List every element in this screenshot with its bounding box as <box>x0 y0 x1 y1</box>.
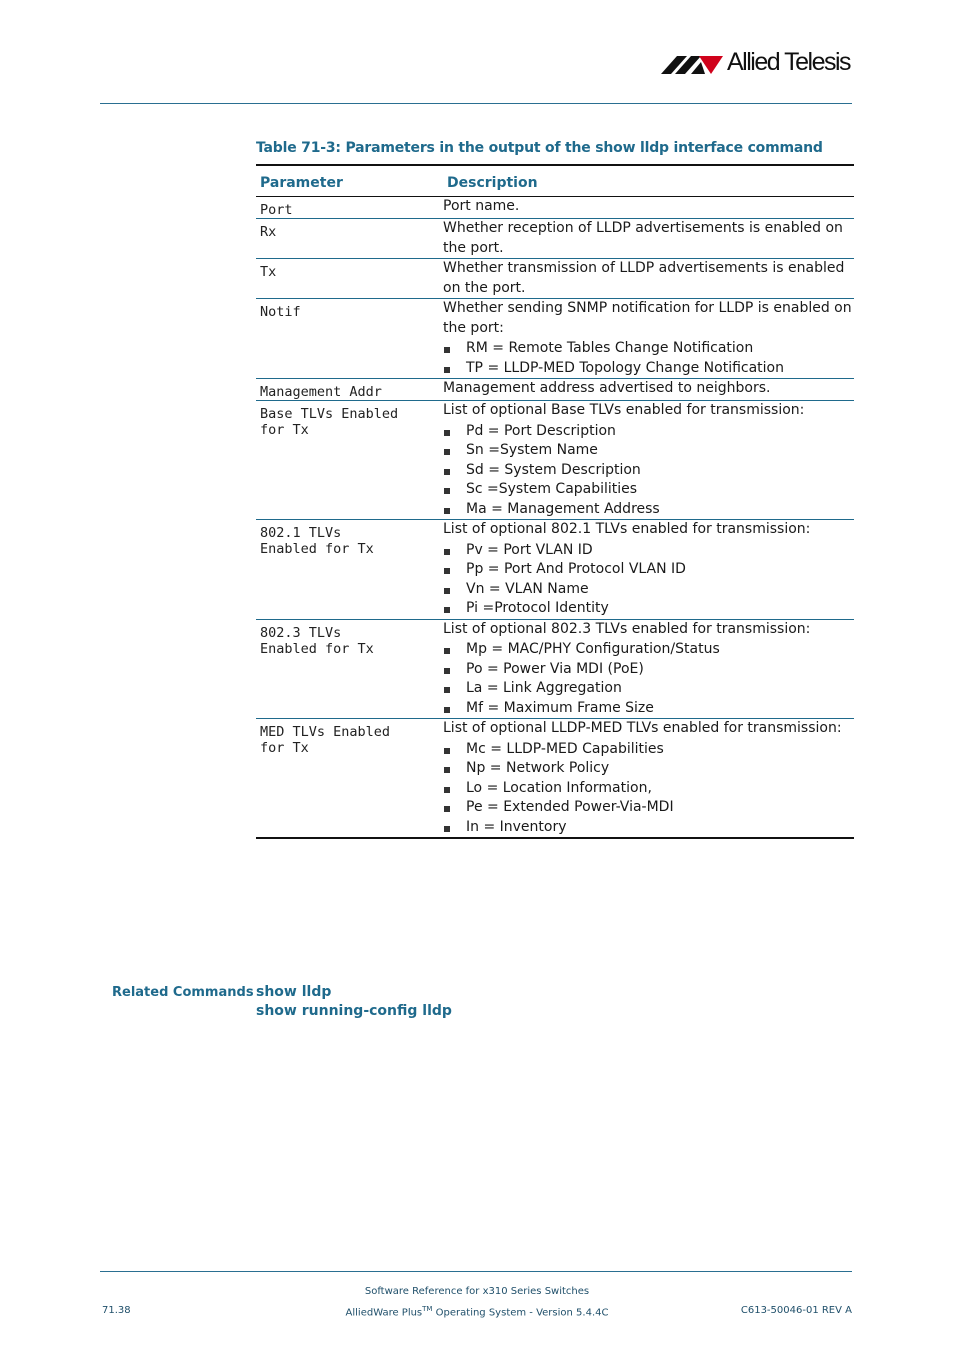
allied-telesis-logo <box>661 50 856 80</box>
square-bullet-icon <box>444 449 450 455</box>
description-cell <box>443 619 854 719</box>
bullet-text: Mp = MAC/PHY Configuration/Status <box>466 641 720 657</box>
bullet-item <box>443 660 854 680</box>
square-bullet-icon <box>444 668 450 674</box>
square-bullet-icon <box>444 508 450 514</box>
table-header-row <box>256 165 854 197</box>
bullet-text: Pv = Port VLAN ID <box>466 541 593 558</box>
footer-title: Software Reference for x310 Series Switches <box>364 1286 590 1297</box>
table-row <box>256 619 854 719</box>
square-bullet-icon <box>444 707 450 713</box>
square-bullet-icon <box>444 488 450 494</box>
description-text: Whether sending SNMP notification for LLDP is enabled on the port: <box>443 300 852 336</box>
link-show-running-config-lldp[interactable]: show running-config lldp <box>256 1003 452 1019</box>
description-cell <box>443 520 854 620</box>
footer-divider <box>100 1271 852 1272</box>
bullet-text: Mc = LLDP-MED Capabilities <box>466 740 664 757</box>
bullet-item <box>443 779 854 799</box>
bullet-text: Pp = Port And Protocol VLAN ID <box>466 561 686 577</box>
bullet-item <box>443 740 854 760</box>
description-text: List of optional 802.1 TLVs enabled for transmission: <box>443 521 811 537</box>
bullet-item <box>443 798 854 818</box>
bullet-text: Lo = Location Information, <box>466 779 652 796</box>
bullet-item <box>443 759 854 779</box>
table-row <box>256 259 854 299</box>
parameter-cell <box>256 219 443 259</box>
bullet-text: Pe = Extended Power-Via-MDI <box>466 799 674 815</box>
table-row <box>256 379 854 401</box>
column-header-description: Description <box>443 165 854 197</box>
bullet-text: Np = Network Policy <box>466 760 610 776</box>
description-bullet-list <box>443 640 854 718</box>
square-bullet-icon <box>444 347 450 353</box>
bullet-item <box>443 480 854 500</box>
parameter-cell <box>256 520 443 620</box>
parameter-name: MED TLVs Enabled for Tx <box>260 724 391 756</box>
description-bullet-list <box>443 422 854 520</box>
link-show-lldp[interactable]: show lldp <box>256 984 332 1000</box>
square-bullet-icon <box>444 787 450 793</box>
description-text: Management address advertised to neighbors. <box>443 380 771 396</box>
parameter-cell <box>256 401 443 520</box>
bullet-item <box>443 679 854 699</box>
parameter-cell <box>256 379 443 401</box>
description-cell <box>443 379 854 401</box>
allied-telesis-logo-mark-icon <box>661 52 725 78</box>
table-row <box>256 520 854 620</box>
parameter-cell <box>256 197 443 219</box>
page-number: 71.38 <box>102 1305 131 1316</box>
bullet-item <box>443 339 854 359</box>
parameter-name: 802.3 TLVs Enabled for Tx <box>260 624 374 657</box>
logo-wordmark: Allied Telesis <box>727 48 851 76</box>
table-title: Table 71-3: Parameters in the output of the show lldp interface command <box>256 140 823 156</box>
table-row <box>256 719 854 839</box>
description-cell <box>443 197 854 219</box>
bullet-text: Po = Power Via MDI (PoE) <box>466 660 644 677</box>
bullet-text: Pi =Protocol Identity <box>466 600 609 616</box>
parameter-name: Port <box>260 202 293 218</box>
parameter-cell <box>256 619 443 719</box>
square-bullet-icon <box>444 687 450 693</box>
description-bullet-list <box>443 541 854 619</box>
bullet-text: Sn =System Name <box>466 442 598 458</box>
square-bullet-icon <box>444 748 450 754</box>
description-text: List of optional Base TLVs enabled for transmission: <box>443 402 805 418</box>
bullet-item <box>443 640 854 660</box>
square-bullet-icon <box>444 588 450 594</box>
square-bullet-icon <box>444 367 450 373</box>
description-text: Whether transmission of LLDP advertisements is enabled on the port. <box>443 260 845 296</box>
square-bullet-icon <box>444 469 450 475</box>
bullet-item <box>443 560 854 580</box>
table-row <box>256 219 854 259</box>
parameter-name: Notif <box>260 304 301 320</box>
description-text: Whether reception of LLDP advertisements is enabled on the port. <box>443 220 843 256</box>
footer-product: AlliedWare Plus <box>345 1307 423 1319</box>
bullet-item <box>443 699 854 719</box>
square-bullet-icon <box>444 648 450 654</box>
bullet-text: Ma = Management Address <box>466 500 660 517</box>
related-commands-list <box>256 983 452 1021</box>
description-bullet-list <box>443 740 854 838</box>
bullet-item <box>443 599 854 619</box>
square-bullet-icon <box>444 826 450 832</box>
parameter-name: 802.1 TLVs Enabled for Tx <box>260 525 374 557</box>
bullet-text: TP = LLDP-MED Topology Change Notification <box>466 359 784 376</box>
parameters-table <box>256 164 854 839</box>
column-header-parameter: Parameter <box>256 165 443 197</box>
bullet-item <box>443 541 854 561</box>
bullet-item <box>443 580 854 600</box>
bullet-text: Pd = Port Description <box>466 422 616 439</box>
table-row <box>256 401 854 520</box>
bullet-item <box>443 359 854 379</box>
description-bullet-list <box>443 339 854 378</box>
square-bullet-icon <box>444 549 450 555</box>
square-bullet-icon <box>444 806 450 812</box>
bullet-text: In = Inventory <box>466 818 567 835</box>
footer-trademark: TM <box>422 1305 433 1313</box>
description-cell <box>443 219 854 259</box>
bullet-item <box>443 500 854 520</box>
document-code: C613-50046-01 REV A <box>740 1305 852 1316</box>
description-text: Port name. <box>443 198 520 214</box>
description-text: List of optional 802.3 TLVs enabled for transmission: <box>443 620 811 637</box>
parameter-name: Rx <box>260 224 277 240</box>
footer-version: Operating System - Version 5.4.4C <box>432 1307 609 1319</box>
header-divider <box>100 103 852 104</box>
description-cell <box>443 719 854 839</box>
bullet-item <box>443 441 854 461</box>
bullet-text: Sd = System Description <box>466 461 641 478</box>
bullet-item <box>443 422 854 442</box>
parameter-name: Base TLVs Enabled for Tx <box>260 406 399 438</box>
square-bullet-icon <box>444 430 450 436</box>
parameter-cell <box>256 259 443 299</box>
description-text: List of optional LLDP-MED TLVs enabled for transmission: <box>443 720 842 736</box>
bullet-item <box>443 461 854 481</box>
parameter-name: Tx <box>260 264 277 280</box>
parameter-cell <box>256 299 443 379</box>
description-cell <box>443 401 854 520</box>
table-row <box>256 299 854 379</box>
square-bullet-icon <box>444 607 450 613</box>
table-body <box>256 197 854 839</box>
parameter-cell <box>256 719 443 839</box>
description-cell <box>443 259 854 299</box>
description-cell <box>443 299 854 379</box>
square-bullet-icon <box>444 568 450 574</box>
bullet-text: Sc =System Capabilities <box>466 481 638 497</box>
bullet-item <box>443 818 854 838</box>
related-commands-label: Related Commands <box>112 985 254 1000</box>
bullet-text: Vn = VLAN Name <box>466 580 589 597</box>
bullet-text: Mf = Maximum Frame Size <box>466 699 654 716</box>
square-bullet-icon <box>444 767 450 773</box>
parameter-name: Management Addr <box>260 384 382 400</box>
bullet-text: RM = Remote Tables Change Notification <box>466 340 754 356</box>
table-row <box>256 197 854 219</box>
bullet-text: La = Link Aggregation <box>466 680 622 696</box>
